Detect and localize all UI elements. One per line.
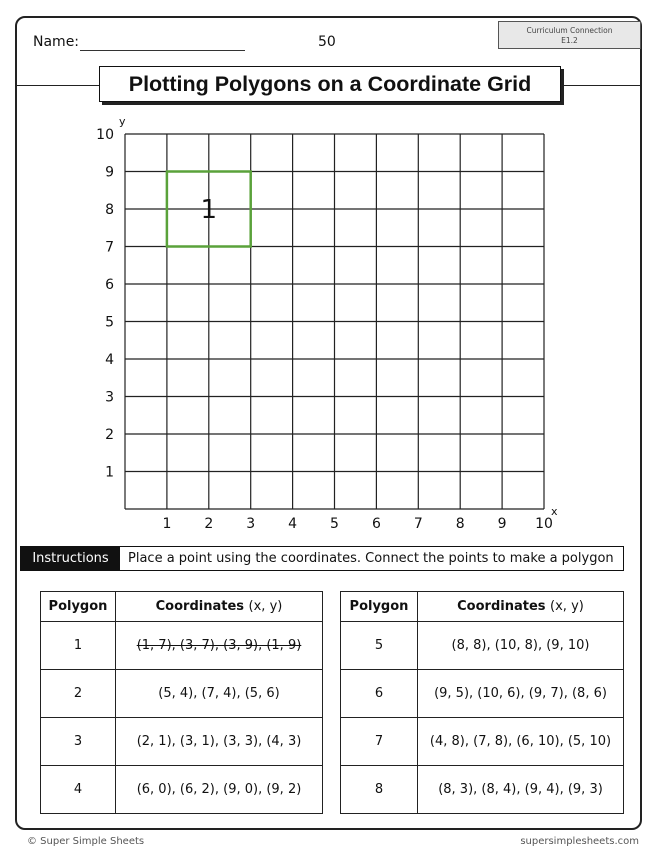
polygon-number: 8 <box>341 766 418 814</box>
polygon-header: Polygon <box>41 592 116 622</box>
y-axis-label: y <box>119 115 126 128</box>
polygon-number: 6 <box>341 670 418 718</box>
instructions-bar <box>20 546 624 571</box>
name-label: Name: <box>33 34 80 50</box>
table-row <box>341 766 624 814</box>
polygon-coordinates: (2, 1), (3, 1), (3, 3), (4, 3) <box>116 718 323 766</box>
coordinates-header <box>116 592 323 622</box>
y-tick-label: 4 <box>105 352 114 368</box>
y-tick-label: 10 <box>96 127 114 143</box>
x-axis-label: x <box>551 505 558 518</box>
table-row <box>341 622 624 670</box>
x-tick-label: 9 <box>497 516 507 532</box>
polygon-number: 7 <box>341 718 418 766</box>
coordinates-header-label: Coordinates <box>457 599 546 614</box>
instructions-tag: Instructions <box>21 547 120 570</box>
polygon-number: 1 <box>41 622 116 670</box>
x-tick-label: 6 <box>371 516 381 532</box>
table-header-row <box>341 592 624 622</box>
coordinates-header-label: Coordinates <box>155 599 245 614</box>
table-header-row <box>41 592 323 622</box>
y-tick-label: 7 <box>105 239 114 256</box>
x-tick-label: 2 <box>204 516 214 532</box>
coordinates-header-unit: (x, y) <box>550 599 584 614</box>
x-tick-label: 3 <box>246 516 256 532</box>
x-tick-label: 7 <box>413 516 423 532</box>
polygon-coordinates: (9, 5), (10, 6), (9, 7), (8, 6) <box>418 670 624 718</box>
coordinates-table-left <box>40 591 323 814</box>
polygon-coordinates: (5, 4), (7, 4), (5, 6) <box>116 670 323 718</box>
x-tick-label: 1 <box>162 516 172 532</box>
x-tick-label: 10 <box>535 516 553 532</box>
polygon-coordinates: (4, 8), (7, 8), (6, 10), (5, 10) <box>418 718 624 766</box>
polygon-header: Polygon <box>341 592 418 622</box>
polygon-coordinates: (8, 8), (10, 8), (9, 10) <box>418 622 624 670</box>
y-tick-label: 1 <box>105 464 114 481</box>
polygon-number: 4 <box>41 766 116 814</box>
y-tick-label: 5 <box>105 314 114 331</box>
polygon-number: 3 <box>41 718 116 766</box>
polygon-coordinates: (6, 0), (6, 2), (9, 0), (9, 2) <box>116 766 323 814</box>
page-title: Plotting Polygons on a Coordinate Grid <box>99 66 561 102</box>
curriculum-code: E1.2 <box>561 36 578 45</box>
x-tick-label: 4 <box>288 516 298 532</box>
y-tick-label: 8 <box>105 202 114 218</box>
table-row <box>41 622 323 670</box>
table-row <box>341 718 624 766</box>
y-tick-label: 9 <box>105 164 114 181</box>
table-row <box>41 766 323 814</box>
y-tick-label: 2 <box>105 427 114 443</box>
table-row <box>41 670 323 718</box>
polygon-coordinates: (8, 3), (8, 4), (9, 4), (9, 3) <box>418 766 624 814</box>
curriculum-title: Curriculum Connection <box>526 26 613 35</box>
score-label: 50 <box>318 34 336 50</box>
x-tick-label: 8 <box>455 516 465 532</box>
polygon-number: 5 <box>341 622 418 670</box>
polygon-number: 2 <box>41 670 116 718</box>
y-tick-label: 3 <box>105 389 114 406</box>
coordinates-header <box>418 592 624 622</box>
footer-website[interactable]: supersimplesheets.com <box>520 836 639 847</box>
y-tick-label: 6 <box>105 277 114 293</box>
x-tick-label: 5 <box>330 516 339 532</box>
coordinates-table-right <box>340 591 624 814</box>
polygon-coordinates: (1, 7), (3, 7), (3, 9), (1, 9) <box>116 622 323 670</box>
table-row <box>341 670 624 718</box>
instructions-text: Place a point using the coordinates. Connect the points to make a polygon <box>128 551 614 566</box>
coordinates-header-unit: (x, y) <box>248 599 283 614</box>
polygon-label: 1 <box>200 195 218 225</box>
table-row <box>41 718 323 766</box>
footer-copyright: © Super Simple Sheets <box>27 836 145 847</box>
